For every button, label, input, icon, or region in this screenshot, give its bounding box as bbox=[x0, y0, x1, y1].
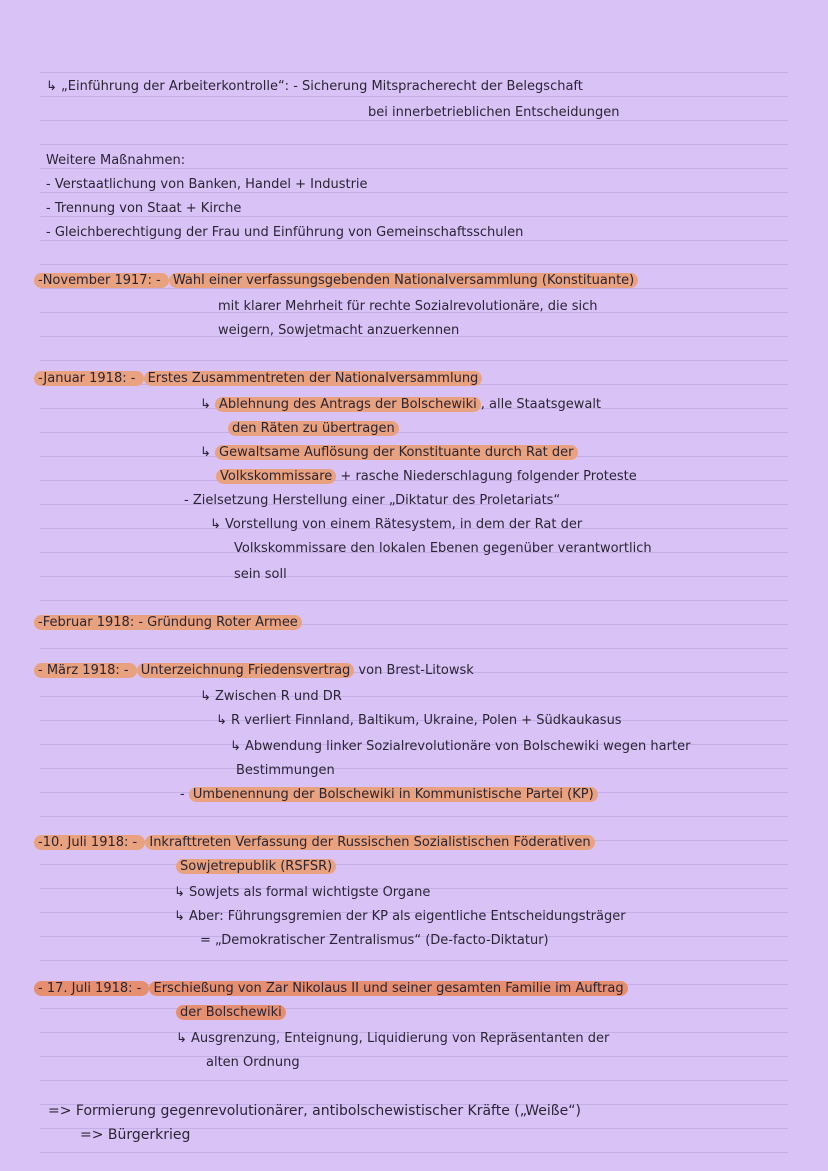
line-aufloesung-cont: Volkskommissare + rasche Niederschlagung folgender Proteste bbox=[216, 468, 637, 486]
line-wahl-cont2: weigern, Sowjetmacht anzuerkennen bbox=[218, 323, 460, 338]
entry-17-juli-1918 bbox=[34, 980, 628, 998]
line-arbeiterkontrolle: ↳ „Einführung der Arbeiterkontrolle“: - Sicherung Mitspracherecht der Belegschaft bbox=[46, 79, 583, 94]
highlight-erschiessung: Erschießung von Zar Nikolaus II und seiner gesamten Familie im Auftrag bbox=[149, 981, 627, 996]
highlight-februar: -Februar 1918: - Gründung Roter Armee bbox=[34, 615, 302, 630]
line-r-verliert: ↳ R verliert Finnland, Baltikum, Ukraine, Polen + Südkaukasus bbox=[216, 713, 622, 728]
highlight-friedensvertrag: Unterzeichnung Friedensvertrag bbox=[137, 663, 355, 678]
line-aber: ↳ Aber: Führungsgremien der KP als eigentliche Entscheidungsträger bbox=[174, 909, 626, 924]
date-17-juli-1918: - 17. Juli 1918: - bbox=[34, 981, 149, 996]
date-maerz-1918: - März 1918: - bbox=[34, 663, 137, 678]
highlight-volkskommissare: Volkskommissare bbox=[216, 469, 336, 484]
highlight-bolschewiki: der Bolschewiki bbox=[176, 1005, 286, 1020]
line-verstaatlichung: - Verstaatlichung von Banken, Handel + Industrie bbox=[46, 177, 368, 192]
line-ausgrenzung: ↳ Ausgrenzung, Enteignung, Liquidierung von Repräsentanten der bbox=[176, 1031, 610, 1046]
line-zwischen: ↳ Zwischen R und DR bbox=[200, 689, 342, 704]
date-10-juli-1918: -10. Juli 1918: - bbox=[34, 835, 145, 850]
entry-maerz-1918: - März 1918: - Unterzeichnung Friedensvertrag von Brest-Litowsk bbox=[34, 662, 474, 680]
heading-weitere-massnahmen: Weitere Maßnahmen: bbox=[46, 153, 186, 168]
line-trennung: - Trennung von Staat + Kirche bbox=[46, 201, 242, 216]
line-vorstellung-cont1: Volkskommissare den lokalen Ebenen gegenüber verantwortlich bbox=[234, 541, 652, 556]
entry-november-1917 bbox=[34, 272, 638, 290]
line-abwendung: ↳ Abwendung linker Sozialrevolutionäre von Bolschewiki wegen harter bbox=[230, 739, 691, 754]
date-november-1917: -November 1917: - bbox=[34, 273, 169, 288]
line-ausgrenzung-cont: alten Ordnung bbox=[206, 1055, 300, 1070]
line-wahl-cont1: mit klarer Mehrheit für rechte Sozialrevolutionäre, die sich bbox=[218, 299, 598, 314]
highlight-umbenennung: Umbenennung der Bolschewiki in Kommunistische Partei (KP) bbox=[189, 787, 598, 802]
line-vorstellung: ↳ Vorstellung von einem Rätesystem, in dem der Rat der bbox=[210, 517, 583, 532]
highlight-wahl: Wahl einer verfassungsgebenden Nationalversammlung (Konstituante) bbox=[169, 273, 638, 288]
line-vorstellung-cont2: sein soll bbox=[234, 567, 287, 582]
line-gewaltsame-aufloesung: ↳ Gewaltsame Auflösung der Konstituante durch Rat der bbox=[200, 444, 578, 462]
line-ablehnung-cont bbox=[228, 420, 399, 438]
highlight-zusammentreten: Erstes Zusammentreten der Nationalversammlung bbox=[144, 371, 483, 386]
entry-januar-1918 bbox=[34, 370, 482, 388]
highlight-aufloesung: Gewaltsame Auflösung der Konstituante durch Rat der bbox=[215, 445, 577, 460]
line-umbenennung: - Umbenennung der Bolschewiki in Kommunistische Partei (KP) bbox=[180, 786, 598, 804]
line-zentralismus: = „Demokratischer Zentralismus“ (De-facto-Diktatur) bbox=[200, 933, 549, 948]
entry-februar-1918 bbox=[34, 614, 302, 632]
line-sowjets: ↳ Sowjets als formal wichtigste Organe bbox=[174, 885, 431, 900]
highlight-rsfsr: Sowjetrepublik (RSFSR) bbox=[176, 859, 336, 874]
highlight-raeten: den Räten zu übertragen bbox=[228, 421, 399, 436]
line-inkrafttreten-cont bbox=[176, 858, 336, 876]
line-formierung: => Formierung gegenrevolutionärer, antibolschewistischer Kräfte („Weiße“) bbox=[48, 1103, 581, 1119]
entry-10-juli-1918 bbox=[34, 834, 595, 852]
line-gleichberechtigung: - Gleichberechtigung der Frau und Einführung von Gemeinschaftsschulen bbox=[46, 225, 524, 240]
line-arbeiterkontrolle-cont: bei innerbetrieblichen Entscheidungen bbox=[368, 105, 620, 120]
line-buergerkrieg: => Bürgerkrieg bbox=[80, 1127, 191, 1143]
line-zielsetzung: - Zielsetzung Herstellung einer „Diktatur des Proletariats“ bbox=[184, 493, 561, 508]
date-januar-1918: -Januar 1918: - bbox=[34, 371, 144, 386]
line-erschiessung-cont bbox=[176, 1004, 286, 1022]
highlight-ablehnung: Ablehnung des Antrags der Bolschewiki bbox=[215, 397, 481, 412]
highlight-inkrafttreten: Inkrafttreten Verfassung der Russischen Sozialistischen Föderativen bbox=[145, 835, 594, 850]
line-abwendung-cont: Bestimmungen bbox=[236, 763, 335, 778]
line-ablehnung: ↳ Ablehnung des Antrags der Bolschewiki , alle Staatsgewalt bbox=[200, 397, 602, 412]
